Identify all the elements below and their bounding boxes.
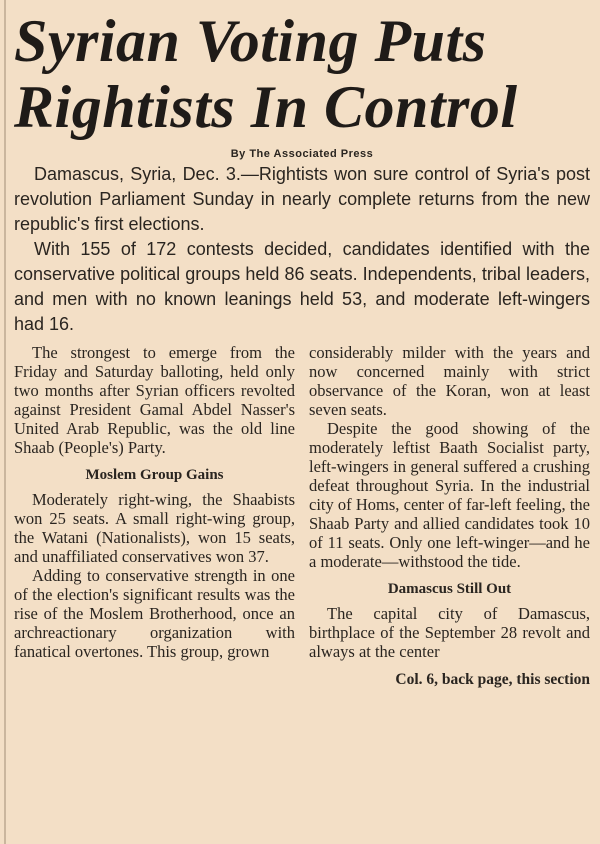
headline-line-1: Syrian Voting Puts (14, 8, 487, 74)
lead-paragraph-2: With 155 of 172 contests decided, candidates identified with the conservative political groups held 86 seats. Independents, tribal leaders, and men with no known leanings held 53, and moderate left-wingers had 16. (14, 239, 590, 334)
column-left-paragraph-3: Adding to conservative strength in one of the election's significant results was the rise of the Moslem Brotherhood, once an archreactionary organization with fanatical overtones. This group, grown (14, 566, 295, 661)
lead-paragraph-1: Damascus, Syria, Dec. 3.—Rightists won sure control of Syria's post revolution Parliament Sunday in nearly complete returns from the new republic's first elections. (14, 164, 590, 234)
subhead-damascus-still-out: Damascus Still Out (387, 581, 512, 597)
headline-line-2: Rightists In Control (14, 74, 518, 140)
headline (14, 8, 590, 140)
column-right (309, 343, 590, 689)
column-right-paragraph-2: Despite the good showing of the moderately leftist Baath Socialist party, left-wingers in general suffered a crushing defeat throughout Syria. In the industrial city of Homs, center of far-left feeling, the Shaab Party and allied candidates took 10 of 11 seats. Only one left-winger—and he a moderate—withstood the tide. (309, 419, 590, 571)
column-left-paragraph-2: Moderately right-wing, the Shaabists won 25 seats. A small right-wing group, the Watani (Nationalists), won 15 seats, and unaffiliated conservatives won 37. (14, 490, 295, 566)
column-left (14, 343, 295, 689)
lead-section (14, 162, 590, 337)
column-right-paragraph-1: considerably milder with the years and now concerned mainly with strict observance of the Koran, won at least seven seats. (309, 343, 590, 419)
column-left-paragraph-1: The strongest to emerge from the Friday and Saturday balloting, held only two months after Syrian officers revolted against President Gamal Abdel Nasser's United Arab Republic, was the old line Shaab (People's) Party. (14, 343, 295, 457)
byline: By The Associated Press (230, 148, 374, 160)
column-right-paragraph-3: The capital city of Damascus, birthplace of the September 28 revolt and always at the center (309, 604, 590, 661)
subhead-moslem-group-gains: Moslem Group Gains (85, 467, 224, 483)
jump-line: Col. 6, back page, this section (395, 671, 590, 688)
body-columns (14, 343, 590, 689)
